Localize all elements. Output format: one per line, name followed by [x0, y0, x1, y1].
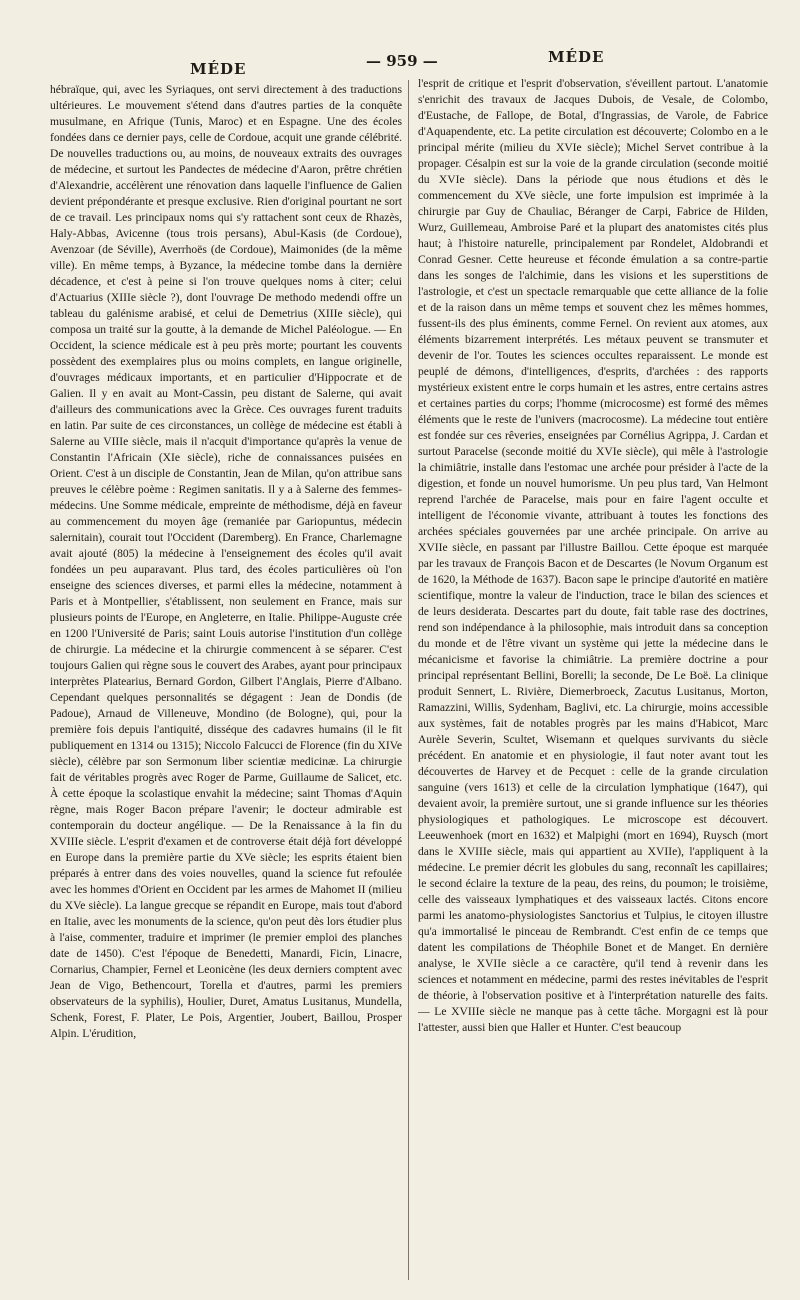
left-column-text: hébraïque, qui, avec les Syriaques, ont servi directement à des traductions ultérieures. Le mouvement s'étend dans d'autres parties de la conquête musulmane, en Afrique (Tunis, Maroc) et en Espagne. Une des écoles fondées dans ce dernier pays, celle de Cordoue, acquit une grande célébrité. De nouvelles traductions ou, au moins, de nouveaux extraits des ouvrages de médecine, et surtout les Pandectes de médecine d'Aaron, prêtre chrétien d'Alexandrie, accélèrent une rénovation dans laquelle l'influence de Galien devient prépondérante et presque exclusive. Rien d'original pourtant ne sort de ce travail. Les principaux noms qui s'y rattachent sont ceux de Rhazès, Haly-Abbas, Avicenne (tous trois persans), Abul-Kasis (de Cordoue), Avenzoar (de Séville), Averrhoës (de Cordoue), Maimonides (de la même ville). En même temps, à Byzance, la médecine tombe dans la dernière décadence, et c'est à peine si l'on trouve quelques noms à citer; celui d'Actuarius (XIIIe siècle ?), dont l'ouvrage De methodo medendi offre un tableau du galénisme arabisé, et celui de Demetrius (XIIIe siècle), qui composa un traité sur la goutte, à la demande de Michel Paléologue. — En Occident, la science médicale est à peu près morte; pourtant les couvents possèdent des exemplaires plus ou moins complets, en langue originelle, d'ouvrages médicaux importants, et en particulier d'Hippocrate et de Galien. Il y en avait au Mont-Cassin, peu distant de Salerne, qui avait d'ailleurs des communications avec la Grèce. Ces ouvrages furent traduits en latin. Par suite de ces circonstances, un collège de médecine est établi à Salerne au VIIIe siècle, mais il n'acquit d'importance qu'après la venue de Constantin l'Africain (XIe siècle), riche de connaissances puisées en Orient. C'est à un disciple de Constantin, Jean de Milan, qu'on attribue sans preuves le célèbre poème : Regimen sanitatis. Il y a à Salerne des femmes-médecins. Une Somme médicale, empreinte de méthodisme, déjà en faveur au commencement du moyen âge (remaniée par Gariopuntus, médecin salernitain), courait tout l'Occident (Daremberg). En France, Charlemagne avait ajouté (805) la médecine à l'enseignement des écoles qu'il avait fondées un peu auparavant. Plus tard, des écoles particulières où l'on enseigne des sciences diverses, et parmi elles la médecine, notamment à Paris et à Montpellier, s'établissent, non seulement en France, mais sur plusieurs points de l'Europe, en Angleterre, en Italie. Philippe-Auguste crée en 1200 l'Université de Paris; saint Louis autorise l'institution d'un collège de chirurgie. La médecine et la chirurgie commencent à se séparer. C'est toujours Galien qui règne sous le couvert des Arabes, ayant pour principaux interprètes Platearius, Bernard Gordon, Gilbert l'Anglais, Pierre d'Albano. Cependant quelques personnalités se dégagent : Jean de Dondis (de Padoue), Arnaud de Villeneuve, Mondino (de Bologne), qui, pour la première fois depuis l'antiquité, disséque des cadavres humains (il le fit publiquement en 1314 ou 1315); Niccolo Falcucci de Florence (fin du XIVe siècle), célèbre par son Sermonum liber scientiæ medicinæ. La chirurgie fait de véritables progrès avec Roger de Parme, Guillaume de Salicet, etc. À cette époque la scolastique envahit la médecine; saint Thomas d'Aquin règne, mais Roger Bacon prépare l'avenir; le docteur admirable est contemporain du docteur angélique. — De la Renaissance à la fin du XVIIIe siècle. L'esprit d'examen et de controverse était déjà fort développé en Europe dans la première partie du XVe siècle; les esprits étaient bien préparés à entrer dans des voies nouvelles, quand la science fut refoulée avec les hommes d'Orient en Occident par les armes de Mahomet II (milieu du XVe siècle). La langue grecque se répandit en Europe, mais tout d'abord en Italie, avec les monuments de la science, qu'on peut dès lors étudier plus à l'aise, commenter, traduire et imprimer (le premier emploi des planches date de 1450). C'est l'époque de Benedetti, Manardi, Ficin, Linacre, Cornarius, Champier, Fernel et Leonicène (les deux derniers comptent avec Jean de Vigo, Bethencourt, Torella et d'autres, parmi les premiers observateurs de la syphilis), Houlier, Duret, Amatus Lusitanus, Mundella, Schenk, Forest, F. Plater, Le Pois, Argentier, Joubert, Baillou, Prosper Alpin. L'érudition, [50, 83, 402, 1040]
header-right-term: MÉDE [548, 48, 605, 66]
left-column [50, 82, 402, 1292]
page-number: — 959 — [366, 52, 438, 70]
right-column [418, 76, 768, 1286]
right-column-text: l'esprit de critique et l'esprit d'observation, s'éveillent partout. L'anatomie s'enrichit des travaux de Jacques Dubois, de Vesale, de Colombo, d'Eustache, de Fallope, de Botal, d'Ingrassias, de Varole, de Fabrice d'Aquapendente, etc. La petite circulation est découverte; Colombo en a le principal mérite (milieu du XVIe siècle); Michel Servet contribue à la propager. Césalpin est sur la voie de la grande circulation (seconde moitié du XVIe siècle). Dans la période que nous étudions et dès le commencement du XVe siècle, une forte impulsion est imprimée à la chirurgie par Guy de Chauliac, Béranger de Carpi, Fabrice de Hilden, Wurz, Guillemeau, Ambroise Paré et la plupart des anatomistes cités plus haut; à l'histoire naturelle, principalement par Rondelet, Aldobrandi et Conrad Gesner. Cette heureuse et féconde émulation a sa contre-partie dans les songes de l'alchimie, dans les visions et les superstitions de l'astrologie, et c'est un spectacle remarquable que cette alliance de la folie et de la raison dans un même temps et souvent chez les mêmes hommes, fussent-ils des plus éminents, comme Fernel. On revient aux atomes, aux éléments bizarrement interprétés. Les métaux peuvent se transmuter et devenir de l'or. Toutes les sciences occultes reparaissent. Le monde est peuplé de démons, d'intelligences, d'esprits, d'archées : des rapports mystérieux existent entre le corps humain et les astres, entre certains astres et certaines parties du corps; l'homme (microcosme) est formé des mêmes éléments que le reste de l'univers (macrocosme). La médecine tout entière est fondée sur ces rêveries, enseignées par Cornélius Agrippa, J. Cardan et surtout Paracelse (seconde moitié du XVIe siècle), qui mêle à l'astrologie la chimiâtrie, installe dans l'estomac une archée pour présider à l'acte de la digestion, et fonde un nouvel humorisme. Un peu plus tard, Van Helmont reprend l'archée de Paracelse, mais pour en faire l'agent occulte et intelligent de l'économie vivante, attribuant à toutes les fonctions des archées spéciales gouvernées par une archée principale. On arrive au XVIIe siècle, en passant par l'illustre Baillou. Cette époque est marquée par les travaux de François Bacon et de Descartes (le Novum Organum est de 1620, la Méthode de 1637). Bacon sape le principe d'autorité en matière scientifique, montre la valeur de l'induction, trace le bilan des sciences et de leurs desiderata. Descartes part du doute, fait table rase des doctrines, rend son indépendance à la philosophie, mais introduit dans sa conception du monde et de l'être vivant un système qui jette la médecine dans le mécanicisme et favorise la chimiâtrie. La première doctrine a pour principal représentant Bellini, Borelli; la seconde, De Le Boë. La clinique produit Sennert, L. Rivière, Diemerbroeck, Zacutus Lusitanus, Morton, Ramazzini, Willis, Sydenham, Baglivi, etc. La chirurgie, moins accessible aux systèmes, fait de notables progrès par les mains d'Habicot, Marc Aurèle Severin, Scultet, Wisemann et quelques survivants du siècle précédent. En anatomie et en physiologie, il faut noter avant tout les découvertes de Harvey et de Pecquet : celle de la grande circulation sanguine (vers 1613) et celle de la circulation lymphatique (1647), qui devaient avoir, la première surtout, une si grande influence sur les théories physiologiques et pathologiques. Le microscope est découvert. Leeuwenhoek (mort en 1632) et Malpighi (mort en 1694), Ruysch (mort dans le XVIIIe siècle, mais qui appartient au XVIIe), l'appliquent à la médecine. Le premier décrit les globules du sang, reconnaît les capillaires; le second éclaire la texture de la peau, des reins, du poumon; le troisième, celle des vaisseaux lymphatiques et des vaisseaux lactés. Citons encore parmi les anatomo-physiologistes Sanctorius et Tulpius, le citoyen illustre qu'a immortalisé le pinceau de Rembrandt. C'est enfin de ce temps que datent les compilations de Théophile Bonet et de Manget. En dernière analyse, le XVIIe siècle a ce caractère, qu'il tend à revenir dans les sciences et notamment en médecine, parmi des restes inévitables de l'esprit de théorie, à l'observation positive et à l'interprétation naturelle des faits. — Le XVIIIe siècle ne manque pas à cette tâche. Morgagni est là pour l'attester, aussi bien que Haller et Hunter. C'est beaucoup [418, 77, 768, 1034]
column-divider [408, 80, 409, 1280]
header-left-term: MÉDE [190, 60, 247, 78]
